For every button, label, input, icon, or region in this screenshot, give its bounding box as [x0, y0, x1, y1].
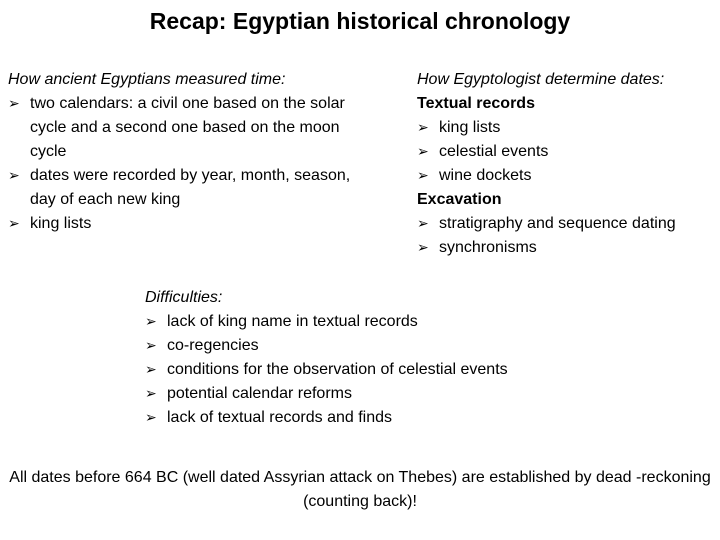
arrowhead-bullet-icon: ➢ [417, 120, 429, 136]
excavation-list [417, 212, 717, 260]
list-item [417, 164, 717, 188]
arrowhead-bullet-icon: ➢ [8, 168, 20, 184]
left-column-heading: How ancient Egyptians measured time: [8, 71, 286, 88]
bullet-text: dates were recorded by year, month, season, day of each new king [30, 167, 351, 208]
arrowhead-bullet-icon: ➢ [145, 386, 157, 402]
difficulties-block [145, 286, 715, 430]
arrowhead-bullet-icon: ➢ [145, 410, 157, 426]
bullet-text: potential calendar reforms [167, 385, 352, 402]
slide-title: Recap: Egyptian historical chronology [149, 8, 571, 34]
arrowhead-bullet-icon: ➢ [145, 314, 157, 330]
list-item [417, 236, 717, 260]
list-item [8, 212, 368, 236]
list-item [8, 164, 368, 212]
bullet-text: two calendars: a civil one based on the solar cycle and a second one based on the moon cycle [30, 95, 345, 160]
list-item [145, 310, 715, 334]
bullet-text: celestial events [439, 143, 549, 160]
section-heading-textual-records: Textual records [417, 95, 535, 112]
list-item [145, 406, 715, 430]
bullet-text: co-regencies [167, 337, 259, 354]
right-column [417, 68, 717, 260]
list-item [417, 212, 717, 236]
arrowhead-bullet-icon: ➢ [8, 216, 20, 232]
left-bullet-list [8, 92, 368, 236]
arrowhead-bullet-icon: ➢ [417, 144, 429, 160]
difficulties-heading: Difficulties: [145, 289, 223, 306]
bullet-text: king lists [439, 119, 501, 136]
list-item [145, 382, 715, 406]
footer-note: All dates before 664 BC (well dated Assyrian attack on Thebes) are established by dead -reckoning (counting back)! [9, 469, 711, 510]
right-column-heading: How Egyptologist determine dates: [417, 71, 665, 88]
arrowhead-bullet-icon: ➢ [417, 240, 429, 256]
list-item [8, 92, 368, 164]
arrowhead-bullet-icon: ➢ [417, 168, 429, 184]
arrowhead-bullet-icon: ➢ [8, 96, 20, 112]
bullet-text: synchronisms [439, 239, 537, 256]
arrowhead-bullet-icon: ➢ [145, 338, 157, 354]
bullet-text: wine dockets [439, 167, 532, 184]
list-item [417, 116, 717, 140]
difficulties-list [145, 310, 715, 430]
list-item [145, 334, 715, 358]
arrowhead-bullet-icon: ➢ [145, 362, 157, 378]
bullet-text: lack of textual records and finds [167, 409, 393, 426]
arrowhead-bullet-icon: ➢ [417, 216, 429, 232]
left-column [8, 68, 368, 236]
section-heading-excavation: Excavation [417, 191, 502, 208]
textual-records-list [417, 116, 717, 188]
list-item [145, 358, 715, 382]
bullet-text: king lists [30, 215, 92, 232]
list-item [417, 140, 717, 164]
bullet-text: conditions for the observation of celestial events [167, 361, 508, 378]
bullet-text: lack of king name in textual records [167, 313, 418, 330]
bullet-text: stratigraphy and sequence dating [439, 215, 676, 232]
